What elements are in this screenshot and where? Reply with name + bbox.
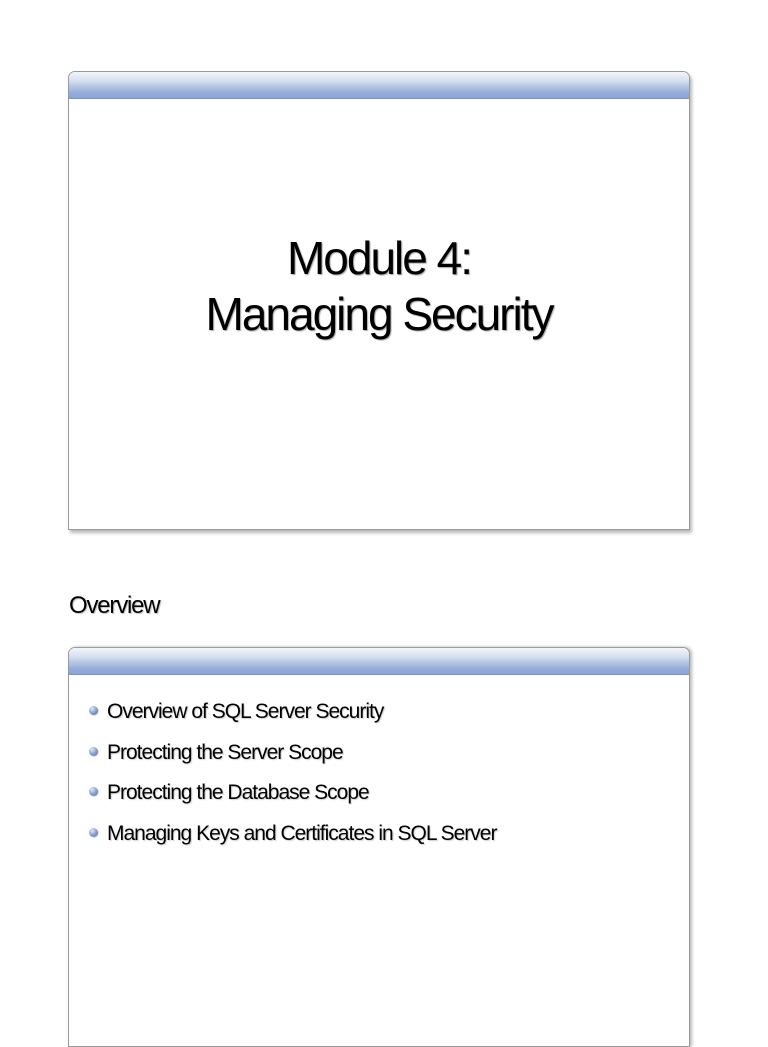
slide-header-bar (69, 72, 689, 99)
slide-header-bar (69, 648, 689, 675)
bullet-icon (89, 706, 98, 715)
bullet-text: Overview of SQL Server Security (107, 700, 384, 723)
module-title (69, 230, 689, 342)
bullet-icon (89, 747, 98, 756)
list-item (87, 819, 496, 860)
bullet-text: Managing Keys and Certificates in SQL Server (107, 821, 497, 845)
bullet-text: Protecting the Database Scope (107, 781, 369, 804)
title-slide (68, 71, 690, 530)
bullet-icon (89, 787, 98, 796)
module-title-line-2: Managing Security (205, 288, 553, 340)
bullet-list (87, 697, 496, 859)
list-item (87, 697, 496, 738)
list-item (87, 738, 496, 779)
list-item (87, 778, 496, 819)
bullet-text: Protecting the Server Scope (107, 740, 343, 764)
bullet-icon (89, 828, 98, 837)
overview-heading: Overview (69, 592, 160, 619)
overview-slide (68, 647, 690, 1047)
module-title-line-1: Module 4: (286, 232, 471, 284)
